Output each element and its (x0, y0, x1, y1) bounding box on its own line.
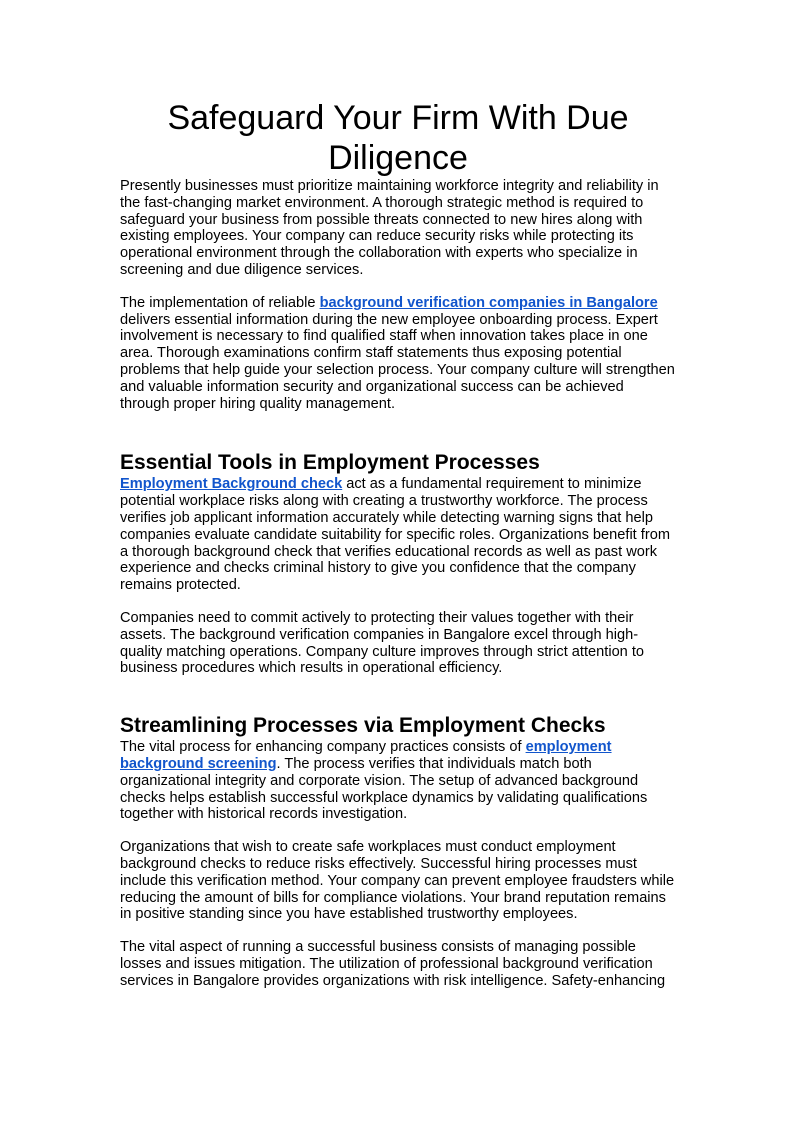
section-2-paragraph-1-text-before: The vital process for enhancing company practices consists of (120, 739, 526, 756)
intro-paragraph-2-text-before: The implementation of reliable (120, 294, 320, 311)
background-verification-companies-link[interactable]: background verification companies in Bangalore (319, 294, 658, 311)
intro-paragraph-2 (120, 295, 676, 413)
page-title: Safeguard Your Firm With Due Diligence (167, 99, 629, 177)
section-2-paragraph-1 (120, 739, 676, 823)
employment-background-check-link[interactable]: Employment Background check (120, 476, 343, 493)
section-1-paragraph-1 (120, 476, 676, 594)
intro-paragraph-1: Presently businesses must prioritize maintaining workforce integrity and reliability in the fast-changing market environment. A thorough strategic method is required to safeguard your business from possible threats connected to new hires along with existing employees. Your company can reduce security risks while protecting its operational environment through the collaboration with experts who specialize in screening and due diligence services. (120, 178, 659, 278)
section-2-heading: Streamlining Processes via Employment Checks (120, 714, 606, 738)
section-1-heading: Essential Tools in Employment Processes (120, 451, 540, 475)
section-2-paragraph-1-text-after: . The process verifies that individuals match both organizational integrity and corporate vision. The setup of advanced background checks helps establish successful workplace dynamics by validating qualifications together with historical records investigation. (120, 755, 648, 823)
intro-paragraph-2-text-after: delivers essential information during the new employee onboarding process. Expert involvement is necessary to find qualified staff when innovation takes place in one area. Thorough examinations confirm staff statements thus exposing potential problems that help guide your selection process. Your company culture will strengthen and valuable information security and organizational success can be achieved through proper hiring quality management. (120, 311, 675, 412)
document-page (120, 98, 676, 989)
section-1-paragraph-1-text: act as a fundamental requirement to minimize potential workplace risks along with creating a trustworthy workforce. The process verifies job applicant information accurately while detecting warning signs that help companies evaluate candidate suitability for specific roles. Organizations benefit from a thorough background check that verifies educational records as well as past work experience and checks criminal history to give you confidence that the company remains protected. (120, 476, 670, 594)
section-1-paragraph-2: Companies need to commit actively to protecting their values together with their assets. The background verification companies in Bangalore excel through high-quality matching operations. Company culture improves through strict attention to business procedures which results in operational efficiency. (120, 609, 645, 677)
section-2-paragraph-2: Organizations that wish to create safe workplaces must conduct employment background checks to reduce risks effectively. Successful hiring processes must include this verification method. Your company can prevent employee fraudsters while reducing the amount of bills for compliance violations. Your brand reputation remains in positive standing since you have established trustworthy employees. (120, 839, 675, 923)
employment-background-screening-link[interactable]: employment background screening (120, 739, 612, 772)
section-2-paragraph-3: The vital aspect of running a successful business consists of managing possible losses and issues mitigation. The utilization of professional background verification services in Bangalore provides organizations with risk intelligence. Safety-enhancing (120, 939, 666, 989)
